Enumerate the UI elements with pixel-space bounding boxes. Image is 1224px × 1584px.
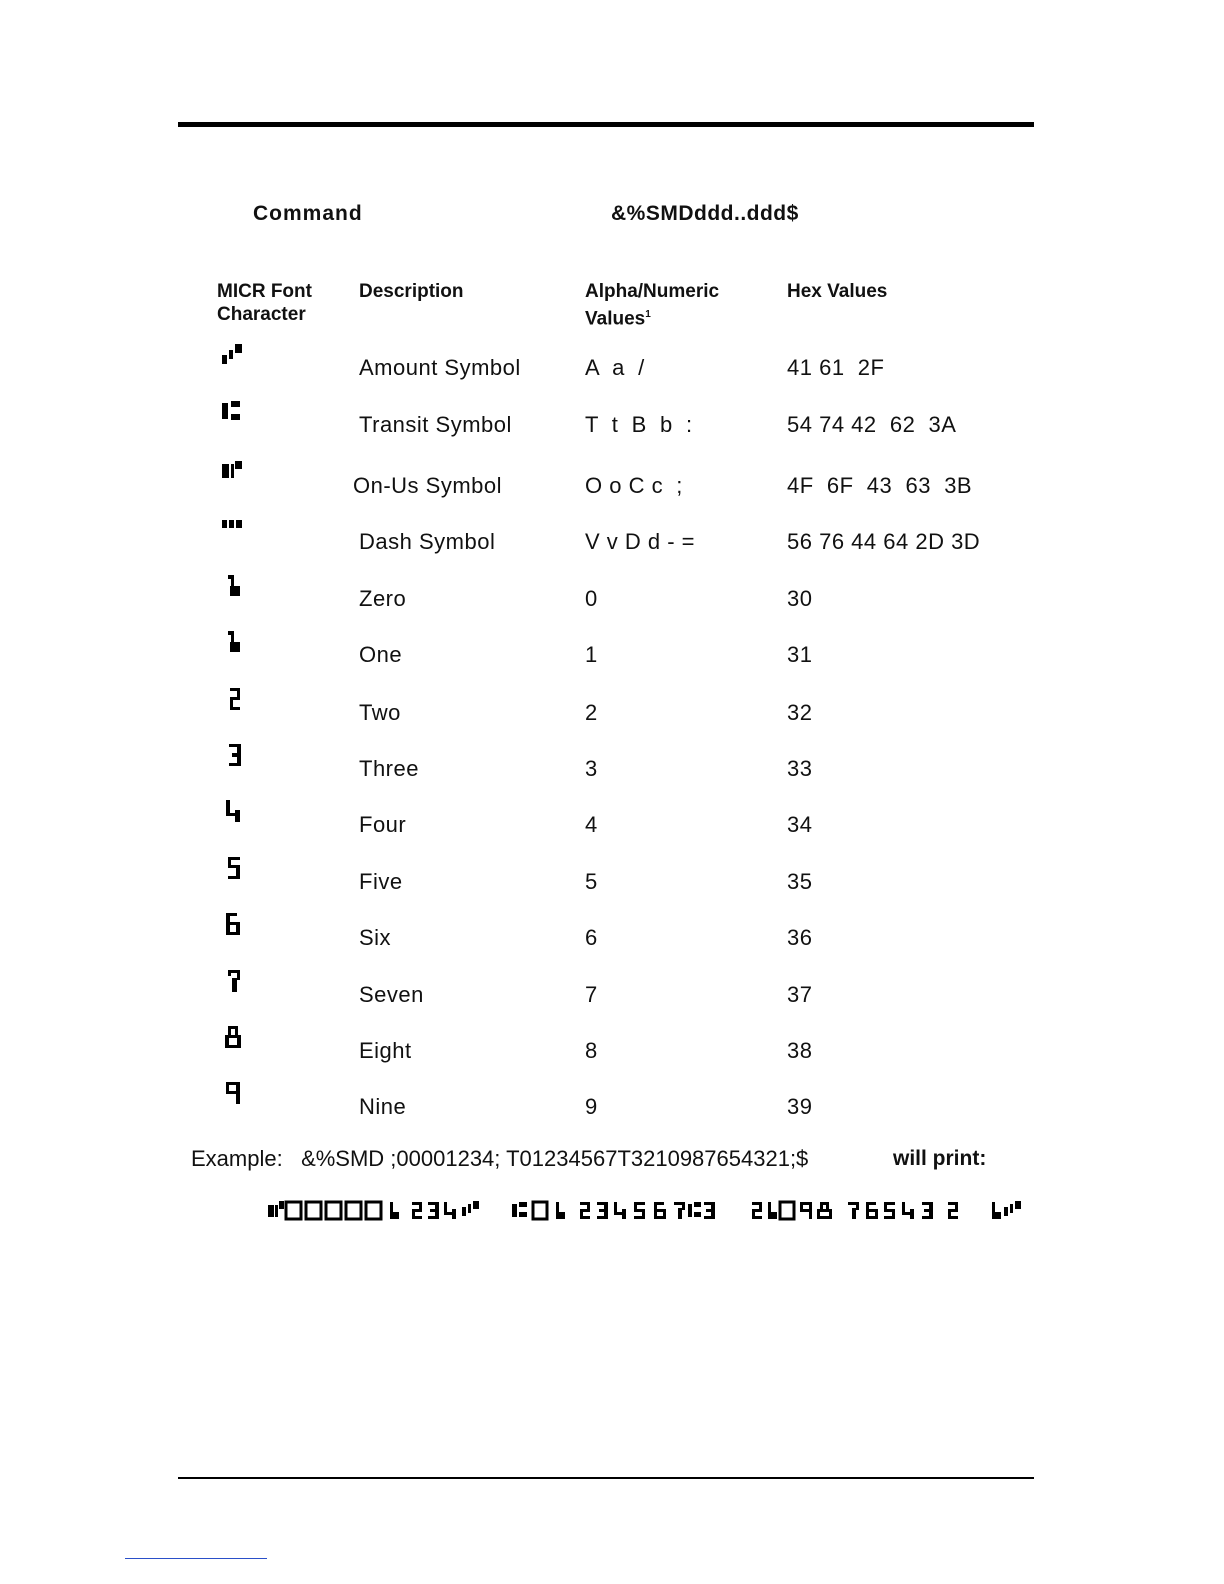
header-hex-values: Hex Values xyxy=(787,281,888,302)
header-alpha-line2 xyxy=(585,303,719,330)
table-row xyxy=(0,757,1224,801)
table-row xyxy=(0,701,1224,745)
row-alpha: 1 xyxy=(585,642,598,667)
table-row xyxy=(0,983,1224,1027)
row-alpha: 7 xyxy=(585,982,598,1007)
command-syntax: &%SMDddd..ddd$ xyxy=(611,202,799,225)
row-alpha: 6 xyxy=(585,925,598,950)
header-alpha-line2-text: Values xyxy=(585,308,646,330)
row-hex: 39 xyxy=(787,1094,813,1119)
row-description: On-Us Symbol xyxy=(353,473,503,498)
example-label: Example: xyxy=(191,1146,283,1171)
example-line xyxy=(191,1146,808,1172)
row-hex: 41 61 2F xyxy=(787,355,885,380)
row-alpha: V v D d - = xyxy=(585,529,696,554)
micr-three-icon xyxy=(220,743,250,773)
header-micr-line1: MICR Font xyxy=(217,281,312,302)
row-description: Transit Symbol xyxy=(359,412,512,437)
row-description: Three xyxy=(359,756,419,781)
transit-symbol-icon xyxy=(220,399,250,429)
row-alpha: O o C c ; xyxy=(585,473,683,498)
row-description: One xyxy=(359,642,403,667)
header-description: Description xyxy=(359,281,464,302)
row-hex: 33 xyxy=(787,756,813,781)
row-alpha: 4 xyxy=(585,812,598,837)
table-row xyxy=(0,530,1224,574)
row-hex: 4F 6F 43 63 3B xyxy=(787,473,973,498)
row-alpha: 2 xyxy=(585,700,598,725)
table-row xyxy=(0,474,1224,518)
table-row xyxy=(0,1039,1224,1083)
row-hex: 34 xyxy=(787,812,813,837)
row-alpha: 0 xyxy=(585,586,598,611)
bottom-rule xyxy=(178,1477,1034,1479)
table-row xyxy=(0,643,1224,687)
row-alpha: 5 xyxy=(585,869,598,894)
row-hex: 31 xyxy=(787,642,813,667)
table-row xyxy=(0,870,1224,914)
table-row xyxy=(0,413,1224,457)
table-row xyxy=(0,926,1224,970)
example-code: &%SMD ;00001234; T01234567T3210987654321;$ xyxy=(301,1146,809,1171)
row-alpha: T t B b : xyxy=(585,412,693,437)
row-description: Dash Symbol xyxy=(359,529,496,554)
row-alpha: 3 xyxy=(585,756,598,781)
micr-seven-icon xyxy=(220,969,250,999)
row-description: Eight xyxy=(359,1038,412,1063)
footnote-mark: 1 xyxy=(645,309,651,320)
table-row xyxy=(0,587,1224,631)
row-hex: 32 xyxy=(787,700,813,725)
will-print-label: will print: xyxy=(893,1147,987,1170)
micr-zero-icon xyxy=(220,573,250,603)
row-description: Six xyxy=(359,925,392,950)
row-hex: 38 xyxy=(787,1038,813,1063)
row-description: Four xyxy=(359,812,407,837)
micr-eight-icon xyxy=(220,1025,250,1055)
row-hex: 36 xyxy=(787,925,813,950)
header-micr-line2: Character xyxy=(217,304,306,325)
row-hex: 37 xyxy=(787,982,813,1007)
table-row xyxy=(0,813,1224,857)
dash-symbol-icon xyxy=(220,516,250,546)
row-description: Five xyxy=(359,869,403,894)
amount-symbol-icon xyxy=(220,342,250,372)
micr-example-line-icon xyxy=(268,1197,1028,1223)
micr-one-icon xyxy=(220,629,250,659)
on-us-symbol-icon xyxy=(220,460,250,490)
header-alpha-numeric xyxy=(585,280,719,330)
micr-nine-icon xyxy=(220,1081,250,1111)
row-alpha: 9 xyxy=(585,1094,598,1119)
row-hex: 54 74 42 62 3A xyxy=(787,412,957,437)
row-description: Two xyxy=(359,700,401,725)
row-alpha: A a / xyxy=(585,355,645,380)
top-rule xyxy=(178,122,1034,127)
row-alpha: 8 xyxy=(585,1038,598,1063)
table-row xyxy=(0,1095,1224,1139)
row-description: Zero xyxy=(359,586,407,611)
row-description: Amount Symbol xyxy=(359,355,521,380)
header-alpha-line1: Alpha/Numeric xyxy=(585,281,720,302)
row-hex: 30 xyxy=(787,586,813,611)
row-hex: 35 xyxy=(787,869,813,894)
command-label: Command xyxy=(253,202,363,225)
footnote-rule xyxy=(125,1558,267,1559)
micr-two-icon xyxy=(220,687,250,717)
micr-four-icon xyxy=(220,799,250,829)
row-description: Seven xyxy=(359,982,424,1007)
micr-six-icon xyxy=(220,912,250,942)
row-description: Nine xyxy=(359,1094,407,1119)
row-hex: 56 76 44 64 2D 3D xyxy=(787,529,981,554)
micr-five-icon xyxy=(220,856,250,886)
table-row xyxy=(0,356,1224,400)
header-micr-font-character xyxy=(217,280,312,326)
